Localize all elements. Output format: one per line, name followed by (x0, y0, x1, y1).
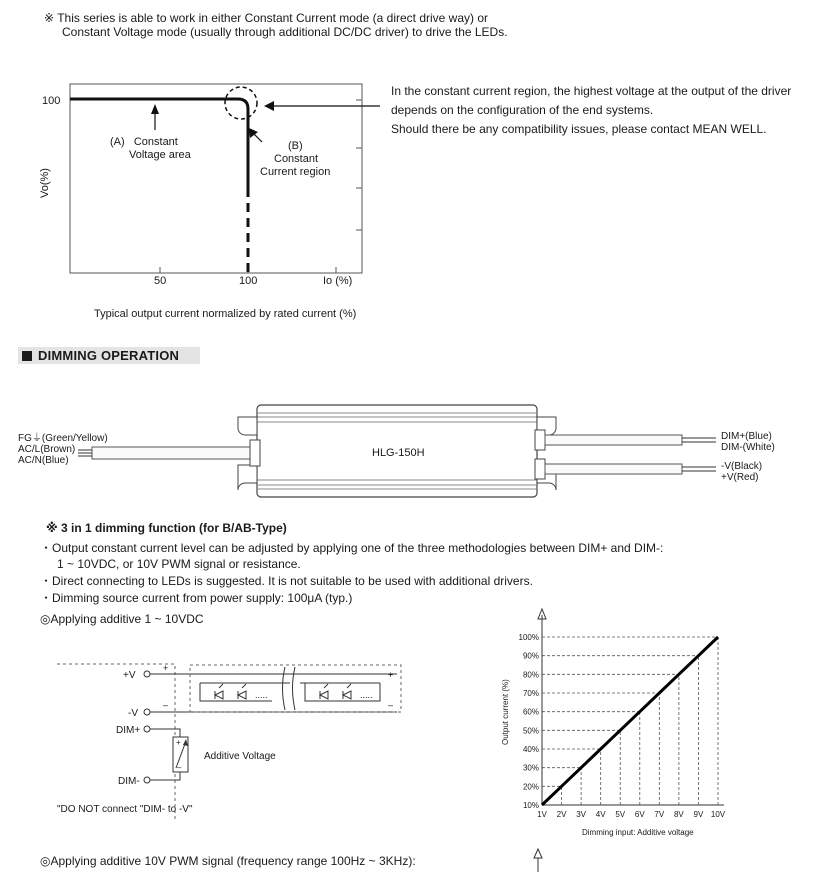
chart-x-tick-2: 2V (556, 810, 567, 819)
input-cable (92, 447, 257, 459)
mode-chart-xtick-label-1: 50 (154, 275, 167, 287)
dim-minus-label: DIM- (118, 776, 140, 787)
v-plus-label: +V (123, 670, 136, 681)
driver-boundary (57, 664, 175, 820)
chart-x-tick-8: 8V (673, 810, 684, 819)
method-1-heading: ◎Applying additive 1 ~ 10VDC (40, 612, 204, 626)
chart-y-tick-3: 30% (522, 763, 539, 773)
terminal-v-plus (144, 671, 150, 677)
pointer-arrow-a-head (151, 104, 159, 114)
output-wire-label-2: +V(Red) (721, 472, 759, 483)
dimming-heading: ※ 3 in 1 dimming function (for B/AB-Type) (46, 521, 287, 535)
chart-x-tick-3: 3V (576, 810, 587, 819)
led-minus-sign: – (388, 700, 394, 710)
output-wire-labels (721, 461, 762, 483)
transition-circle (225, 87, 257, 119)
additive-voltage-circuit (0, 655, 420, 820)
next-chart-axis-stub (533, 848, 543, 872)
section-heading (18, 347, 200, 364)
output-wire-label-1: -V(Black) (721, 461, 763, 472)
chart-x-tick-9: 9V (693, 810, 704, 819)
mode-chart-xtick-label-2: 100 (239, 275, 258, 287)
dimming-bullet-1: ・Output constant current level can be adjusted by applying one of the three methodologies between DIM+ and DIM-: (40, 541, 664, 555)
led-plus-sign: + (388, 670, 394, 680)
area-b-label-1: (B) (288, 140, 303, 152)
terminal-v-minus (144, 709, 150, 715)
chart-y-label: Output current (%) (501, 679, 510, 745)
driver-model-label: HLG-150H (372, 447, 425, 459)
led-icon-3 (320, 684, 328, 699)
dimming-curve-chart (490, 605, 750, 850)
do-not-connect-warning: "DO NOT connect "DIM- to -V" (57, 804, 193, 815)
area-b-label-3: Current region (260, 166, 331, 178)
led-icon-2 (238, 684, 246, 699)
chart-y-tick-9: 90% (522, 651, 539, 661)
mode-note (391, 82, 791, 139)
dim-wire-labels (721, 431, 775, 453)
source-plus-sign: + (176, 738, 181, 747)
reference-mark: ※ (44, 11, 55, 25)
chart-x-tick-6: 6V (634, 810, 645, 819)
chart-y-tick-2: 20% (522, 782, 539, 792)
mode-note-line-2: depends on the configuration of the end systems. (391, 103, 654, 117)
terminal-dim-minus (144, 777, 150, 783)
led-ellipsis-1: ..... (255, 690, 268, 700)
mode-chart-caption: Typical output current normalized by rated current (%) (94, 308, 357, 320)
mode-note-line-3: Should there be any compatibility issues, please contact MEAN WELL. (391, 122, 767, 136)
output-cable (545, 464, 682, 474)
v-minus-sign: – (163, 700, 169, 710)
dimming-bullet-2: ・Direct connecting to LEDs is suggested. It is not suitable to be used with additional drivers. (40, 574, 533, 588)
input-wire-labels (18, 433, 108, 466)
area-a-label-2: Voltage area (129, 149, 191, 161)
chart-y-tick-8: 80% (522, 670, 539, 680)
dim-plus-label: DIM+ (116, 725, 141, 736)
input-gland (250, 440, 260, 466)
break-mark (283, 667, 296, 710)
additive-voltage-label: Additive Voltage (204, 751, 276, 762)
section-title: DIMMING OPERATION (38, 348, 180, 363)
chart-y-tick-6: 60% (522, 707, 539, 717)
chart-y-tick-7: 70% (522, 689, 539, 698)
area-b-label-2: Constant (274, 153, 319, 165)
pointer-arrow-right-head (264, 101, 274, 111)
intro-text-1: This series is able to work in either Constant Current mode (a direct drive way) or (57, 11, 489, 25)
mode-chart-ytick-label: 100 (42, 95, 61, 107)
driver-drawing (0, 395, 830, 505)
mode-chart-frame (70, 84, 362, 273)
chart-x-tick-1: 1V (537, 810, 547, 819)
led-icon-4 (343, 684, 351, 699)
dimming-bullet-1b: 1 ~ 10VDC, or 10V PWM signal or resistance. (57, 557, 301, 571)
dim-wire-label-1: DIM+(Blue) (721, 431, 772, 442)
dim-wire-label-2: DIM-(White) (721, 442, 775, 453)
input-wire-label-1: FG⏚(Green/Yellow) (18, 433, 108, 444)
v-plus-sign: + (163, 663, 169, 673)
input-wire-label-3: AC/N(Blue) (18, 455, 69, 466)
chart-y-tick-1: 10% (522, 801, 539, 810)
output-gland-bottom (535, 459, 545, 479)
dimming-bullet-3: ・Dimming source current from power supply: 100μA (typ.) (40, 591, 353, 605)
chart-x-label: Dimming input: Additive voltage (582, 828, 694, 837)
chart-y-tick-10: 100% (518, 633, 539, 642)
cc-cv-mode-chart (0, 70, 380, 295)
mounting-ear-left-top (238, 417, 257, 435)
dimming-curve-line (542, 637, 718, 805)
led-ellipsis-2: ..... (360, 690, 373, 700)
mode-chart-y-label: Vo(%) (39, 168, 51, 198)
section-square-icon (22, 351, 32, 361)
terminal-dim-plus (144, 726, 150, 732)
dim-cable (545, 435, 682, 445)
mode-note-line-1: In the constant current region, the highest voltage at the output of the driver (391, 84, 792, 98)
mounting-ear-left-bottom (238, 465, 257, 490)
method-2-heading: ◎Applying additive 10V PWM signal (frequency range 100Hz ~ 3KHz): (40, 854, 416, 868)
input-wire-label-2: AC/L(Brown) (18, 444, 76, 455)
v-minus-label: -V (128, 708, 138, 719)
led-icon-1 (215, 684, 223, 699)
chart-y-tick-4: 40% (522, 745, 539, 754)
source-minus-sign: – (177, 763, 182, 772)
chart-x-tick-7: 7V (654, 810, 665, 819)
intro-text-2: Constant Voltage mode (usually through additional DC/DC driver) to drive the LEDs. (62, 25, 508, 39)
led-load-box (190, 665, 401, 712)
chart-x-tick-5: 5V (615, 810, 626, 819)
chart-x-tick-4: 4V (595, 810, 606, 819)
area-a-label-1: (A) Constant (110, 136, 178, 148)
chart-x-tick-10: 10V (710, 810, 726, 819)
output-gland-top (535, 430, 545, 450)
mode-chart-x-label: Io (%) (323, 275, 353, 287)
chart-y-tick-5: 50% (522, 726, 539, 736)
